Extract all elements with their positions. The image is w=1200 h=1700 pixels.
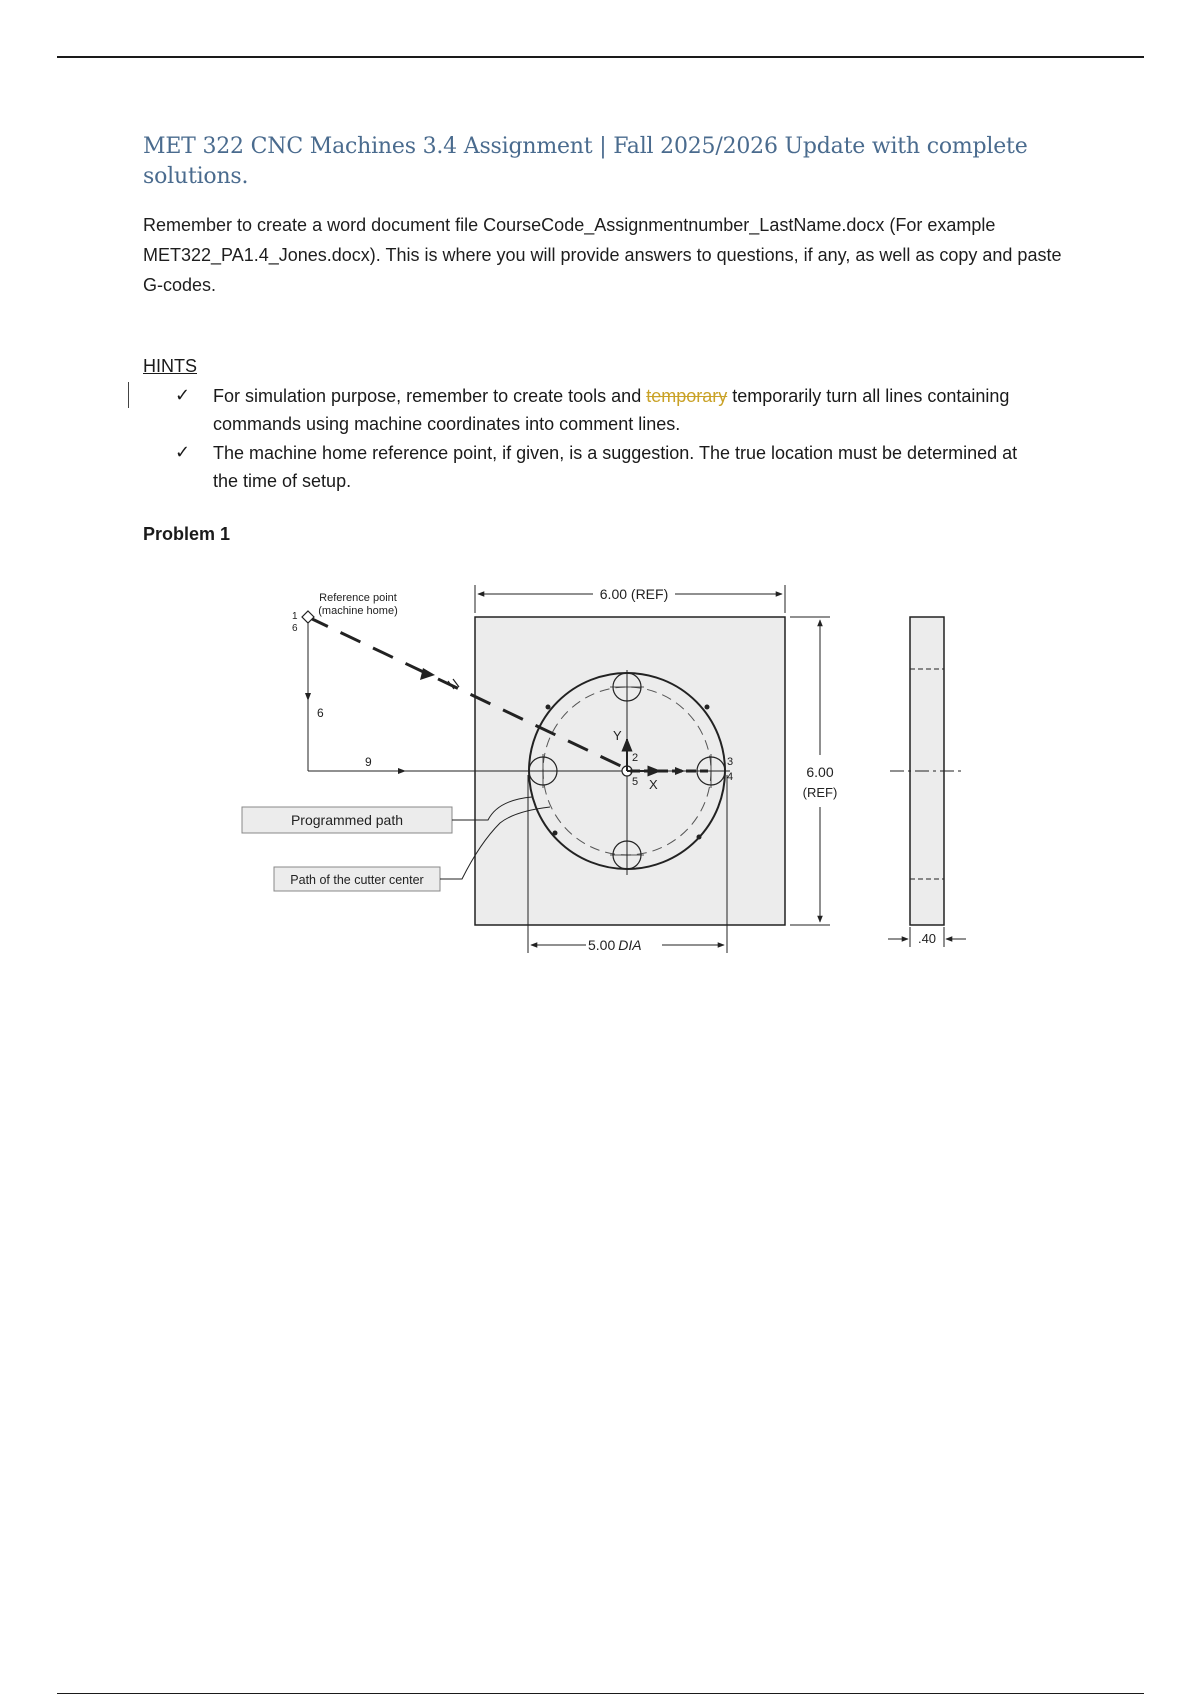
axis-y-label: Y bbox=[613, 728, 622, 743]
path-arrow-marker bbox=[705, 705, 710, 710]
segment-6-label: 6 bbox=[317, 706, 324, 720]
hint-text-after: temporarily turn all lines containing commands using machine coordinates into comment lines. bbox=[213, 386, 1010, 434]
path-arrow-marker bbox=[553, 831, 558, 836]
deleted-text: temporary bbox=[646, 386, 728, 406]
technical-drawing bbox=[230, 575, 990, 975]
point-6-label: 6 bbox=[292, 623, 298, 634]
hint-text-before: For simulation purpose, remember to create tools and bbox=[213, 386, 647, 406]
hint-item bbox=[175, 382, 1035, 438]
reference-point-icon bbox=[302, 611, 314, 623]
dim-bottom-label bbox=[588, 937, 642, 953]
dim-top-label: 6.00 (REF) bbox=[599, 586, 669, 602]
dim-right-label: 6.00 bbox=[806, 764, 834, 780]
reference-point-label: Reference point bbox=[319, 592, 397, 604]
point-5-label: 5 bbox=[632, 776, 639, 788]
checkmark-icon: ✓ bbox=[175, 442, 191, 463]
programmed-path-label: Programmed path bbox=[290, 812, 404, 828]
footer-rule bbox=[57, 1693, 1144, 1694]
hint-text: The machine home reference point, if given, is a suggestion. The true location must be determined at the time of setup. bbox=[213, 443, 1018, 491]
checkmark-icon: ✓ bbox=[175, 385, 191, 406]
segment-9-label: 9 bbox=[365, 755, 372, 769]
dim-bottom-suffix: DIA bbox=[618, 937, 642, 953]
document-title: MET 322 CNC Machines 3.4 Assignment | Fall 2025/2026 Update with complete solutions. bbox=[143, 134, 1028, 189]
point-2-label: 2 bbox=[632, 752, 639, 764]
hint-text bbox=[213, 382, 1035, 438]
return-arrow-icon bbox=[398, 768, 406, 774]
revision-change-bar bbox=[128, 382, 129, 408]
dim-thickness-label: .40 bbox=[917, 931, 937, 946]
dim-right-ref: (REF) bbox=[802, 785, 838, 800]
axis-x-label: X bbox=[649, 777, 658, 792]
path-arrow-marker bbox=[697, 835, 702, 840]
problem-heading: Problem 1 bbox=[143, 524, 231, 544]
header-rule bbox=[57, 56, 1144, 58]
reference-point-sublabel: (machine home) bbox=[318, 605, 398, 617]
return-arrow-icon bbox=[305, 693, 311, 701]
point-3-label: 3 bbox=[727, 756, 734, 768]
hint-item bbox=[175, 439, 1035, 495]
hints-heading: HINTS bbox=[143, 356, 197, 376]
point-1-label: 1 bbox=[292, 611, 298, 622]
path-arrow-marker bbox=[546, 705, 551, 710]
intro-paragraph: Remember to create a word document file CourseCode_Assignmentnumber_LastName.docx (For example MET322_PA1.4_Jones.docx). This is where you will provide answers to questions, if any, as well as copy and paste G-codes. bbox=[143, 215, 1062, 295]
point-4-label: 4 bbox=[727, 771, 734, 783]
cutter-path-label: Path of the cutter center bbox=[290, 873, 424, 887]
dim-bottom-value: 5.00 bbox=[588, 937, 616, 953]
